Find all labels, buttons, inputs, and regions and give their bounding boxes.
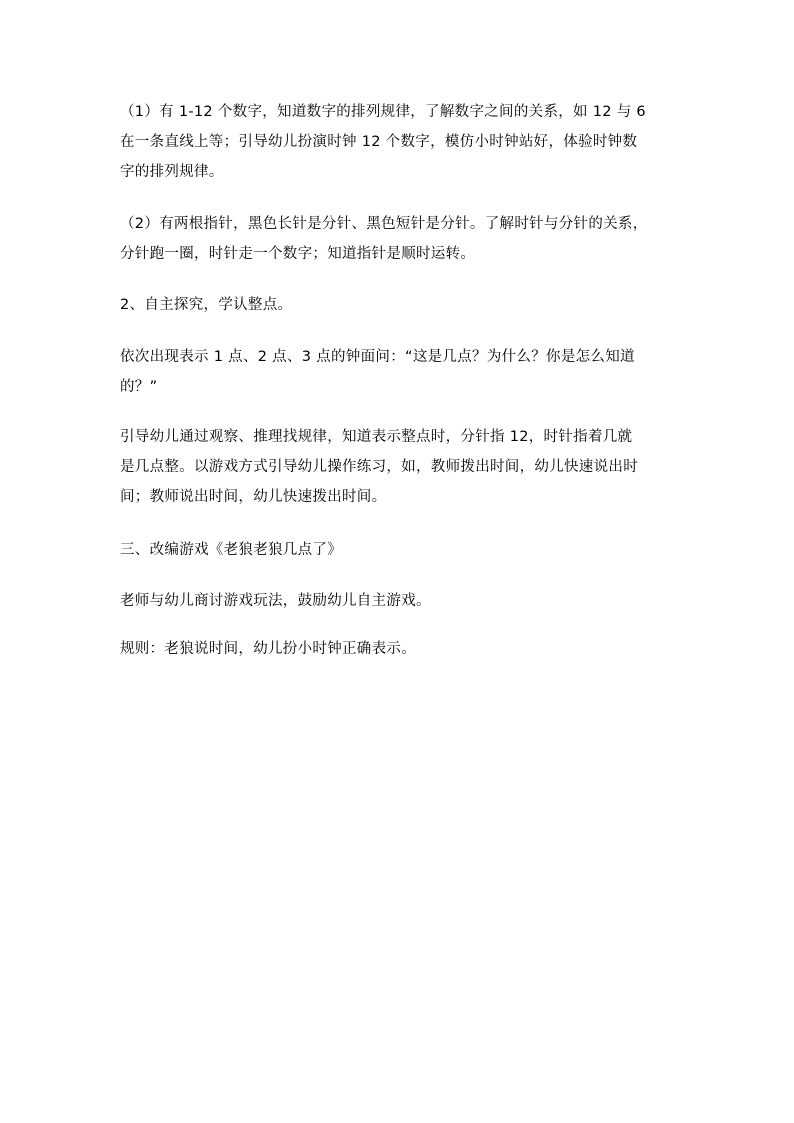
text-line: 分针跑一圈，时针走一个数字；知道指针是顺时运转。: [120, 246, 476, 262]
paragraph-question: [120, 342, 680, 402]
text-line: 老师与幼儿商讨游戏玩法，鼓励幼儿自主游戏。: [120, 593, 431, 609]
paragraph-clock-numbers: [120, 97, 680, 187]
text-line: 2、自主探究，学认整点。: [120, 297, 293, 313]
paragraph-game-rules: [120, 634, 680, 664]
text-line: 在一条直线上等；引导幼儿扮演时钟 12 个数字，模仿小时钟站好，体验时钟数: [120, 134, 638, 150]
paragraph-game-discussion: [120, 586, 680, 616]
section-heading-explore: [120, 290, 680, 320]
text-line: 字的排列规律。: [120, 164, 224, 180]
text-line: 规则：老狼说时间，幼儿扮小时钟正确表示。: [120, 641, 416, 657]
paragraph-clock-hands: [120, 209, 680, 269]
paragraph-whole-hour: [120, 422, 680, 512]
text-line: 三、改编游戏《老狼老狼几点了》: [120, 542, 342, 558]
text-line: 引导幼儿通过观察、推理找规律，知道表示整点时，分针指 12，时针指着几就: [120, 429, 633, 445]
text-line: 依次出现表示 1 点、2 点、3 点的钟面问：“这是几点？为什么？你是怎么知道: [120, 349, 635, 365]
section-heading-game: [120, 535, 680, 565]
text-line: （2）有两根指针，黑色长针是分针、黑色短针是分针。了解时针与分针的关系，: [120, 216, 648, 232]
text-line: 间；教师说出时间，幼儿快速拨出时间。: [120, 489, 387, 505]
text-line: （1）有 1-12 个数字，知道数字的排列规律，了解数字之间的关系，如 12 与 6: [120, 104, 646, 120]
text-line: 的？”: [120, 379, 158, 395]
text-line: 是几点整。以游戏方式引导幼儿操作练习，如，教师拨出时间，幼儿快速说出时: [120, 459, 638, 475]
